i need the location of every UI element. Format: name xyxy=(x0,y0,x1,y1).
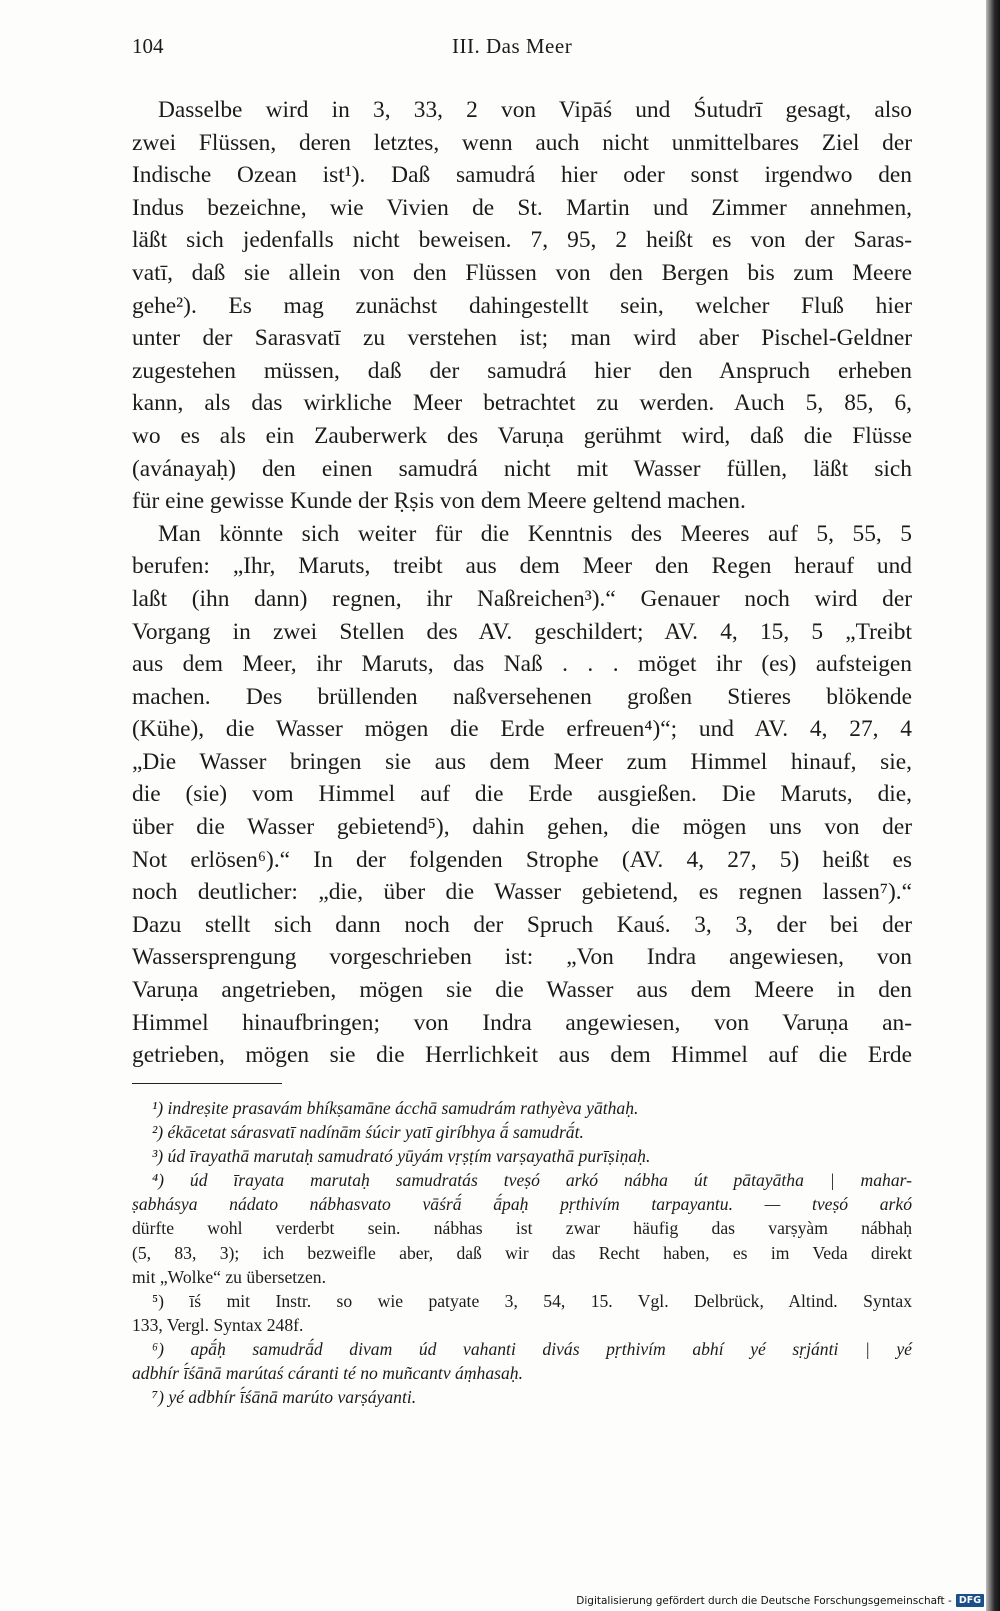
text-line: „Die Wasser bringen sie aus dem Meer zum Himmel hinauf, sie, xyxy=(132,748,912,775)
running-title: III. Das Meer xyxy=(452,34,573,58)
text-line: die (sie) vom Himmel auf die Erde ausgießen. Die Maruts, die, xyxy=(132,781,912,808)
text-line: Dasselbe wird in 3, 33, 2 von Vipāś und Śutudrī gesagt, also xyxy=(158,97,912,123)
footnote-line: ⁶) apā́ḥ samudrā́d divam úd vahanti divás pṛthivím abhí yé sṛjánti | yé xyxy=(152,1338,912,1359)
footnote-line: dürfte wohl verderbt sein. nábhas ist zwar häufig das varṣyàm nábhaḥ xyxy=(132,1218,912,1239)
text-line: Indische Ozean ist¹). Daß samudrá hier oder sonst irgendwo den xyxy=(132,162,912,189)
page-header xyxy=(132,34,912,68)
text-line: Man könnte sich weiter für die Kenntnis des Meeres auf 5, 55, 5 xyxy=(158,520,912,547)
footnote-line: adbhír ī́śānā marútaś cáranti té no muñcantv áṃhasaḥ. xyxy=(132,1363,523,1384)
text-line: laßt (ihn dann) regnen, ihr Naßreichen³).“ Genauer noch wird der xyxy=(132,585,912,612)
footnote-line: (5, 83, 3); ich bezweifle aber, daß wir das Recht haben, es im Veda direkt xyxy=(132,1242,912,1263)
page-edge-shadow xyxy=(986,0,1000,1611)
text-line: Vorgang in zwei Stellen des AV. geschildert; AV. 4, 15, 5 „Treibt xyxy=(132,618,912,645)
text-line: über die Wasser gebietend⁵), dahin gehen, die mögen uns von der xyxy=(132,814,912,841)
footnote-rule xyxy=(132,1083,282,1084)
text-line: läßt sich jedenfalls nicht beweisen. 7, 95, 2 heißt es von der Saras- xyxy=(132,227,912,254)
text-line: berufen: „Ihr, Maruts, treibt aus dem Meer den Regen herauf und xyxy=(132,553,912,580)
text-line: kann, als das wirkliche Meer betrachtet zu werden. Auch 5, 85, 6, xyxy=(132,390,912,417)
text-line: Dazu stellt sich dann noch der Spruch Kauś. 3, 3, der bei der xyxy=(132,911,912,938)
text-line: (Kühe), die Wasser mögen die Erde erfreuen⁴)“; und AV. 4, 27, 4 xyxy=(132,716,912,743)
footnote-line: mit „Wolke“ zu übersetzen. xyxy=(132,1266,326,1287)
text-line: getrieben, mögen sie die Herrlichkeit aus dem Himmel auf die Erde xyxy=(132,1042,912,1069)
footnote-line: ⁷) yé adbhír ī́śānā marúto varṣáyanti. xyxy=(152,1387,417,1408)
footnote-line: ³) úd īrayathā marutaḥ samudrató yūyám vṛṣṭím varṣayathā purīṣiṇaḥ. xyxy=(152,1146,651,1167)
text-line: vatī, daß sie allein von den Flüssen von den Bergen bis zum Meere xyxy=(132,259,912,286)
text-line: Indus bezeichne, wie Vivien de St. Martin und Zimmer annehmen, xyxy=(132,194,912,221)
footnote-line: ⁵) īś mit Instr. so wie patyate 3, 54, 15. Vgl. Delbrück, Altind. Syntax xyxy=(152,1290,912,1311)
footnote-line: ²) ékācetat sárasvatī nadínām śúcir yatī giríbhya ā́ samudrā́t. xyxy=(152,1122,584,1143)
footnote-line: ⁴) úd īrayata marutaḥ samudratás tveṣó arkó nábha út pātayātha | mahar- xyxy=(152,1170,912,1191)
text-line: aus dem Meer, ihr Maruts, das Naß . . . möget ihr (es) aufsteigen xyxy=(132,651,912,678)
body-text xyxy=(132,94,912,1072)
text-line: für eine gewisse Kunde der Ṛṣis von dem Meere geltend machen. xyxy=(132,488,746,515)
footnotes xyxy=(132,1096,912,1409)
text-line: Varuṇa angetrieben, mögen sie die Wasser aus dem Meere in den xyxy=(132,977,912,1004)
text-line: unter der Sarasvatī zu verstehen ist; man wird aber Pischel-Geldner xyxy=(132,325,912,352)
text-line: wo es als ein Zauberwerk des Varuṇa gerühmt wird, daß die Flüsse xyxy=(132,422,912,449)
footnote-line: 133, Vergl. Syntax 248f. xyxy=(132,1314,304,1335)
page-number: 104 xyxy=(132,34,164,58)
text-line: Himmel hinaufbringen; von Indra angewiesen, von Varuṇa an- xyxy=(132,1009,912,1036)
text-line: zwei Flüssen, deren letztes, wenn auch nicht unmittelbares Ziel der xyxy=(132,129,912,156)
footnote-line: ṣabhásya nádato nábhasvato vāśrā́ ā́paḥ pṛthivím tarpayantu. — tveṣó arkó xyxy=(132,1194,912,1215)
text-line: noch deutlicher: „die, über die Wasser gebietend, es regnen lassen⁷).“ xyxy=(132,879,912,906)
text-line: machen. Des brüllenden naßversehenen großen Stieres blökende xyxy=(132,683,912,710)
text-line: zugestehen müssen, daß der samudrá hier den Anspruch erheben xyxy=(132,357,912,384)
funding-credit: Digitalisierung gefördert durch die Deutsche Forschungsgemeinschaft - xyxy=(576,1594,952,1607)
text-line: Not erlösen⁶).“ In der folgenden Strophe (AV. 4, 27, 5) heißt es xyxy=(132,846,912,873)
text-line: (avánayaḥ) den einen samudrá nicht mit Wasser füllen, läßt sich xyxy=(132,455,912,482)
text-line: gehe²). Es mag zunächst dahingestellt sein, welcher Fluß hier xyxy=(132,292,912,319)
footnote-line: ¹) indreṣite prasavám bhíkṣamāne ácchā samudrám rathyèva yāthaḥ. xyxy=(152,1098,639,1118)
dfg-logo-icon: DFG xyxy=(956,1594,984,1607)
text-line: Wassersprengung vorgeschrieben ist: „Von Indra angewiesen, von xyxy=(132,944,912,971)
digitization-footer xyxy=(576,1594,984,1607)
